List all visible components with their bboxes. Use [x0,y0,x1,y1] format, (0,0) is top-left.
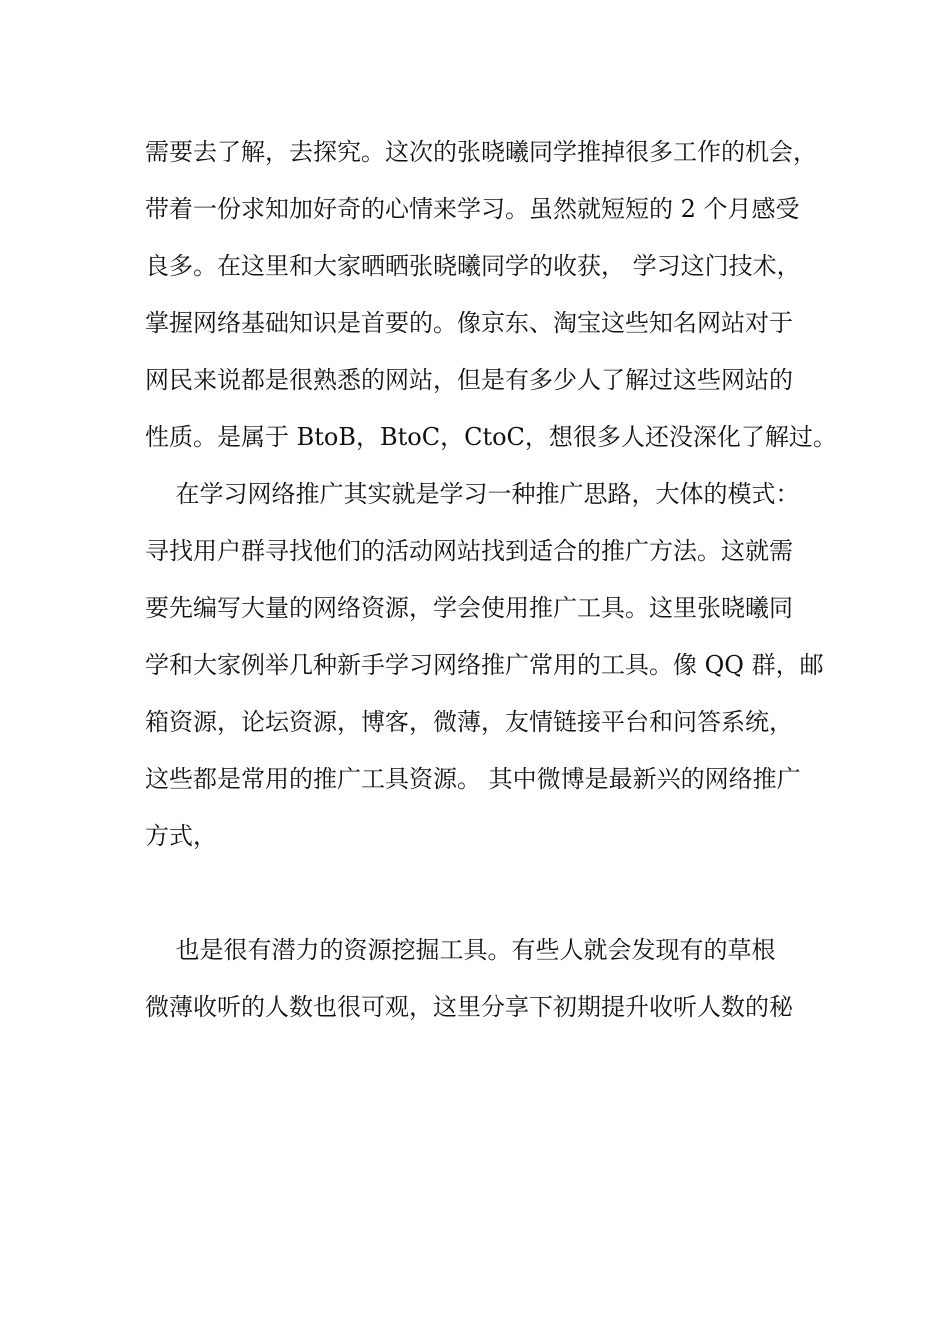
text-line: 学和大家例举几种新手学习网络推广常用的工具。像 QQ 群，邮 [145,651,824,679]
paragraph-start-line: 也是很有潜力的资源挖掘工具。有些人就会发现有的草根 [145,936,776,964]
text-line: 要先编写大量的网络资源，学会使用推广工具。这里张晓曦同 [145,594,793,622]
blank-line [145,865,810,922]
text-line: 箱资源，论坛资源，博客，微薄，友情链接平台和问答系统， [145,708,793,736]
text-line: 网民来说都是很熟悉的网站，但是有多少人了解过这些网站的 [145,366,793,394]
paragraph-start-line: 在学习网络推广其实就是学习一种推广思路，大体的模式： [145,480,800,508]
text-line: 微薄收听的人数也很可观，这里分享下初期提升收听人数的秘 [145,993,793,1021]
body-text [145,124,837,1036]
text-line: 这些都是常用的推广工具资源。 其中微博是最新兴的网络推广 [145,765,801,793]
text-line: 带着一份求知加好奇的心情来学习。虽然就短短的 2 个月感受 [145,195,800,223]
text-line: 掌握网络基础知识是首要的。像京东、淘宝这些知名网站对于 [145,309,793,337]
text-line: 性质。是属于 BtoB，BtoC，CtoC，想很多人还没深化了解过。 [145,423,837,451]
text-line: 方式， [145,822,217,850]
text-line: 良多。在这里和大家晒晒张晓曦同学的收获， 学习这门技术， [145,252,801,280]
text-line: 寻找用户群寻找他们的活动网站找到适合的推广方法。这就需 [145,537,793,565]
text-line: 需要去了解，去探究。这次的张晓曦同学推掉很多工作的机会， [145,138,817,166]
